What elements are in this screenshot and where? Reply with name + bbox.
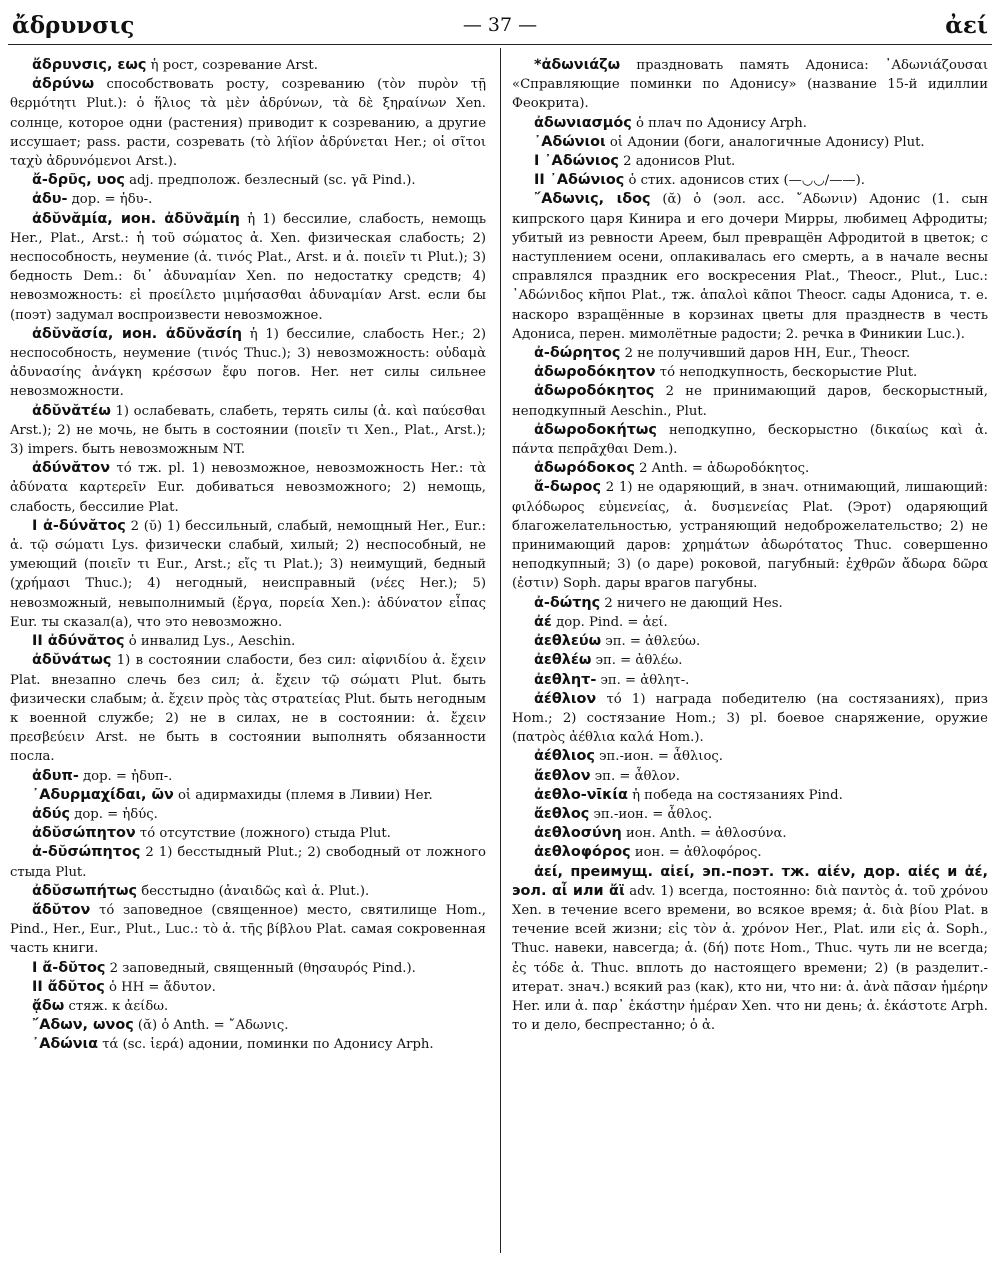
- entry-definition: ион. = ἀθλοφόρος.: [630, 845, 762, 861]
- entry-headword: II ᾿Αδώνιος: [534, 172, 625, 189]
- dictionary-entry: [512, 863, 988, 1036]
- dictionary-entry: [512, 632, 988, 651]
- entry-definition: ἡ 1) бессилие, слабость, немощь Her., Plat., Arst.: ἡ τοῦ σώματος ἀ. Xen. физическая слабость; 2) неспособность, неумение (ἀ. τινός Plat., Arst. и ἀ. ποιεῖν τι Plut.); 3) бедность Dem.: δι᾽ ἀδυναμίαν Xen. по недостатку средств; 4) невозможность: εἰ προείλετο μιμήσασθαι ἀδυναμίαν Arst. если бы (поэт) задумал воспроизвести невозможное.: [10, 211, 486, 323]
- entry-definition: 2 не принимающий даров, бескорыстный, неподкупный Aeschin., Plut.: [512, 384, 988, 419]
- dictionary-entry: [10, 978, 486, 997]
- entry-definition: ὁ инвалид Lys., Aeschin.: [124, 634, 296, 650]
- entry-headword: ἀδῠσώπητον: [32, 825, 136, 842]
- entry-definition: 2 адонисов Plut.: [618, 154, 736, 170]
- entry-definition: эп. = ἀθλέω.: [591, 653, 683, 669]
- dictionary-entry: [10, 843, 486, 881]
- entry-headword: ἀέθλιον: [534, 690, 597, 707]
- entry-definition: adj. предполож. безлесный (sc. γᾶ Pind.).: [124, 173, 416, 189]
- entry-definition: неподкупно, бескорыстно (δικαίως καὶ ἀ. πάντα πεπρᾶχθαι Dem.).: [512, 422, 988, 458]
- dictionary-entry: [10, 824, 486, 843]
- entry-definition: οἱ Адонии (боги, аналогичные Адонису) Plut.: [605, 134, 925, 150]
- entry-headword: I ἄ-δῠτος: [32, 959, 106, 976]
- dictionary-entry: [512, 421, 988, 459]
- page-number: — 37 —: [462, 14, 538, 36]
- dictionary-entry: [512, 114, 988, 133]
- entry-headword: I ἀ-δύνᾰτος: [32, 517, 126, 534]
- entry-headword: ἀ-δώρητος: [534, 345, 621, 362]
- dictionary-entry: [10, 805, 486, 824]
- entry-definition: ἡ победа на состязаниях Pind.: [627, 787, 843, 803]
- entry-definition: 2 заповедный, священный (θησαυρός Pind.).: [105, 960, 416, 976]
- entry-headword: ῎Αδωνις, ιδος: [534, 191, 651, 208]
- dictionary-entry: [10, 959, 486, 978]
- entry-definition: ион. Anth. = ἀθλοσύνα.: [621, 826, 787, 842]
- entry-definition: эп.-ион. = ἆθλιος.: [594, 749, 723, 765]
- entry-definition: 2 Anth. = ἀδωροδόκητος.: [634, 461, 810, 477]
- entry-headword: ἄ-δρῦς, υος: [32, 172, 125, 189]
- entry-definition: ὁ стих. адонисов стих (—◡◡/——).: [624, 173, 865, 189]
- left-column: [10, 56, 486, 1055]
- dictionary-entry: [10, 901, 486, 959]
- running-head-left: ἄδρυνσις: [12, 12, 135, 39]
- entry-headword: I ᾿Αδώνιος: [534, 153, 619, 170]
- entry-definition: эп. = ἀθλητ-.: [596, 672, 690, 688]
- entry-definition: (ᾰ) ὁ (эол. acc. ῎Αδωνιν) Адонис (1. сын кипрского царя Кинира и его дочери Мирры, любимец Афродиты; убитый из ревности Ареем, был превращён Афродитой в цветок; с наступлением осени, оплакивалась его смерть, а в начале весны справлялся праздник его воскресения Plat., Theocr., Plut., Luc.: ᾿Αδώνιδος κῆποι Plat., тж. ἁπαλοὶ κᾶποι Theocr. сады Адониса, т. е. наскоро взращённые в корзинах цветы для празднеств в честь Адониса, перен. мимолётные радости; 2. речка в Финикии Luc.).: [512, 192, 988, 342]
- dictionary-entry: [10, 632, 486, 651]
- entry-definition: бесстыдно (ἀναιδῶς καὶ ἀ. Plut.).: [137, 883, 370, 899]
- dictionary-entry: [10, 651, 486, 766]
- dictionary-entry: [10, 1016, 486, 1035]
- dictionary-entry: [10, 75, 486, 171]
- entry-definition: эп. = ἆθλον.: [590, 768, 680, 784]
- dictionary-entry: [10, 402, 486, 460]
- dictionary-entry: [512, 594, 988, 613]
- entry-headword: ἀδῠνάτως: [32, 652, 112, 669]
- dictionary-entry: [512, 824, 988, 843]
- dictionary-entry: [10, 882, 486, 901]
- entry-headword: ἀδυπ-: [32, 767, 79, 784]
- entry-headword: *ἀδωνιάζω: [534, 57, 621, 73]
- dictionary-entry: [512, 767, 988, 786]
- page-header: [12, 10, 988, 44]
- right-column: [512, 56, 988, 1035]
- dictionary-entry: [10, 190, 486, 209]
- dictionary-entry: [512, 843, 988, 862]
- dictionary-entry: [512, 171, 988, 190]
- dictionary-entry: [512, 651, 988, 670]
- entry-headword: ἀεί, преимущ. αἰεί, эп.-поэт. тж. αἰέν, дор. αἰές и ἀέ, эол. αἶ или ἄϊ: [512, 863, 988, 899]
- dictionary-entry: [512, 344, 988, 363]
- dictionary-entry: [10, 210, 486, 325]
- entry-definition: стяж. к ἀείδω.: [64, 998, 169, 1014]
- entry-headword: ἀεθλο-νῑκία: [534, 786, 628, 803]
- entry-definition: 2 1) не одаряющий, в знач. отнимающий, лишающий: φιλόδωρος εὐμενείας, ἀ. δυσμενείας Plat. (Эрот) одаряющий благожелательностью, устраняющий недоброжелательство; 2) не принимающий даров: χρημάτων ἀδωρότατος Thuc. совершенно неподкупный; 3) (о даре) роковой, пагубный: ἐχθρῶν ἄδωρα δῶρα (ἐστιν) Soph. дары врагов пагубны.: [512, 480, 988, 592]
- dictionary-entry: [512, 690, 988, 748]
- dictionary-entry: [10, 517, 486, 632]
- entry-headword: ᾿Αδυρμαχίδαι, ῶν: [32, 786, 174, 803]
- dictionary-entry: [512, 671, 988, 690]
- dictionary-entry: [512, 56, 988, 114]
- entry-definition: дор. = ἡδύς.: [70, 806, 158, 822]
- entry-definition: 1) ослабевать, слабеть, терять силы (ἀ. καὶ παύεσθαι Arst.); 2) не мочь, не быть в состоянии (ποιεῖν τι Xen., Plat., Arst.); 3) impers. быть невозможным NT.: [10, 403, 486, 458]
- dictionary-entry: [512, 747, 988, 766]
- dictionary-entry: [512, 459, 988, 478]
- entry-headword: ἀέθλιος: [534, 748, 595, 765]
- entry-definition: τό неподкупность, бескорыстие Plut.: [655, 365, 918, 381]
- entry-headword: ἀδῠνᾰτέω: [32, 402, 111, 419]
- entry-definition: τό 1) награда победителю (на состязаниях), приз Hom.; 2) состязание Hom.; 3) pl. боевое снаряжение, оружие (πατρὸς ἀέθλια καλά Hom.).: [512, 691, 988, 746]
- entry-definition: 2 (ῠ) 1) бессильный, слабый, немощный Her., Eur.: ἀ. τῷ σώματι Lys. физически слабый, хилый; 2) неспособный, не умеющий (ποιεῖν τι Eur., Arst.; εἴς τι Plat.); 3) неимущий, бедный (χρήμασι Thuc.); 4) негодный, неисправный (νέες Her.); 5) невозможный, невыполнимый (ἔργα, πορεία Xen.): ἀδύνατον εἶπας Eur. ты сказал(а), что это невозможно.: [10, 518, 486, 630]
- entry-headword: ἄδῠτον: [32, 901, 91, 918]
- entry-headword: ἀεθλέω: [534, 652, 592, 669]
- column-divider: [500, 48, 501, 1253]
- entry-headword: ἀ-δώτης: [534, 594, 601, 611]
- entry-headword: ἀδωρόδοκος: [534, 460, 635, 477]
- entry-headword: ἀεθλεύω: [534, 633, 602, 650]
- entry-headword: ἀεθλοσύνη: [534, 825, 622, 842]
- entry-headword: ᾿Αδώνια: [32, 1036, 99, 1053]
- entry-definition: праздновать память Адониса: ᾿Αδωνιάζουσαι «Справляющие поминки по Адонису» (название 15-й идиллии Феокрита).: [512, 58, 988, 112]
- entry-headword: II ἀδύνᾰτος: [32, 633, 125, 650]
- dictionary-entry: [10, 171, 486, 190]
- entry-definition: (ᾰ) ὁ Anth. = ῎Αδωνις.: [133, 1018, 289, 1034]
- entry-headword: ἀδωροδόκητος: [534, 383, 655, 400]
- entry-definition: τό заповедное (священное) место, святилище Hom., Pind., Her., Eur., Plut., Luc.: τὸ ἀ. τῆς βίβλου Plat. самая сокровенная часть книги.: [10, 902, 486, 957]
- entry-headword: ἄεθλον: [534, 767, 591, 784]
- entry-definition: ὁ HH = ἄδυτον.: [104, 979, 216, 995]
- dictionary-entry: [10, 459, 486, 517]
- dictionary-entry: [512, 133, 988, 152]
- entry-headword: ἀδωροδόκητον: [534, 364, 656, 381]
- dictionary-entry: [512, 786, 988, 805]
- entry-headword: ἀδύνᾰτον: [32, 460, 111, 477]
- entry-definition: дор. Pind. = ἀεί.: [551, 614, 668, 630]
- entry-headword: ἀεθλητ-: [534, 671, 597, 688]
- dictionary-entry: [10, 786, 486, 805]
- entry-definition: οἱ адирмахиды (племя в Ливии) Her.: [173, 787, 433, 803]
- dictionary-entry: [512, 190, 988, 344]
- dictionary-entry: [10, 997, 486, 1016]
- entry-headword: ἀδρύνω: [32, 76, 95, 93]
- entry-definition: ἡ рост, созревание Arst.: [146, 58, 318, 73]
- dictionary-entry: [10, 767, 486, 786]
- entry-definition: 1) в состоянии слабости, без сил: αἰφνιδίου ἀ. ἔχειν Plat. внезапно слечь без сил; ἀ. ἔχειν τῷ σώματι Plut. быть физически слабым; ἀ. ἔχειν πρὸς τὰς στρατείας Plut. быть негодным к военной службе; 2) не в силах, не в состоянии: ἀ. ἔχειν πρεσβεύειν Arst. не быть в состоянии выполнять обязанности посла.: [10, 653, 486, 765]
- entry-headword: ἀδῠσωπήτως: [32, 882, 138, 899]
- dictionary-entry: [10, 1035, 486, 1054]
- entry-headword: II ἄδῠτος: [32, 978, 105, 995]
- entry-definition: 2 1) бесстыдный Plut.; 2) свободный от ложного стыда Plut.: [10, 845, 486, 880]
- entry-definition: ἡ 1) бессилие, слабость Her.; 2) неспособность, неумение (τινός Thuc.); 3) невозможность: οὐδαμὰ ἀδυνασίης ἀνάγκη κρέσσων ἔφυ погов. Her. нет силы сильнее невозможности.: [10, 326, 486, 400]
- entry-definition: τό тж. pl. 1) невозможное, невозможность Her.: τὰ ἀδύνατα καρτερεῖν Eur. добиваться невозможного; 2) немощь, слабость, бессилие Plat.: [10, 461, 486, 515]
- entry-headword: ἄ-δωρος: [534, 479, 601, 496]
- entry-definition: 2 ничего не дающий Hes.: [600, 595, 783, 611]
- entry-headword: ἀδυ-: [32, 191, 68, 208]
- entry-headword: ἀεθλοφόρος: [534, 844, 631, 861]
- dictionary-entry: [10, 56, 486, 75]
- entry-headword: ἀέ: [534, 613, 552, 630]
- dictionary-entry: [512, 478, 988, 593]
- dictionary-entry: [512, 805, 988, 824]
- entry-headword: ἀδῠνᾰμία, ион. ἀδῠνᾰμίη: [32, 210, 240, 227]
- dictionary-entry: [512, 363, 988, 382]
- entry-definition: дор. = ἡδυπ-.: [78, 768, 173, 784]
- entry-definition: ὁ плач по Адонису Arph.: [631, 115, 807, 131]
- dictionary-entry: [512, 382, 988, 420]
- entry-definition: дор. = ἡδυ-.: [67, 192, 153, 208]
- entry-definition: эп. = ἀθλεύω.: [601, 634, 701, 650]
- entry-headword: ᾄδω: [32, 997, 65, 1014]
- entry-headword: ἀδῠνᾰσία, ион. ἀδῠνᾰσίη: [32, 325, 243, 342]
- entry-headword: ἄδρυνσις, εως: [32, 57, 147, 73]
- dictionary-entry: [512, 613, 988, 632]
- entry-definition: adv. 1) всегда, постоянно: διὰ παντὸς ἀ. τοῦ χρόνου Xen. в течение всего времени, во всякое время; ἀ. διὰ βίου Plat. в течение всей жизни; εἰς τὸν ἀ. χρόνον Her., Plat. или εἰς ἀ. Soph., Thuc. навеки, навсегда; ἀ. (δή) ποτε Hom., Thuc. чуть ли не всегда; ἐς τόδε ἀ. Thuc. вплоть до настоящего времени; 2) (в разделит.-итерат. знач.) всякий раз (как), кто ни, что ни: ἀ. ἀνὰ πᾶσαν ἡμέρην Her. или ἀ. παρ᾽ ἑκάστην ἡμέραν Xen. что ни день; ἀ. ἑκάστοτε Arph. то и дело, беспрестанно; ὁ ἀ.: [512, 883, 988, 1034]
- entry-definition: τό отсутствие (ложного) стыда Plut.: [135, 826, 391, 842]
- entry-headword: ἀδωροδοκήτως: [534, 421, 657, 438]
- entry-definition: способствовать росту, созреванию (τὸν πυρὸν τῇ θερμότητι Plut.): ὁ ἥλιος τὰ μὲν ἀδρύνων, τὰ δὲ ξηραίνων Xen. солнце, которое одни (растения) приводит к созреванию, а другие иссушает; pass. расти, созревать (τὸ λήϊον ἀδρύνεται Her.; οἱ σῖτοι ταχὺ ἀδρυνόμενοι Arst.).: [10, 77, 486, 170]
- entry-definition: 2 не получивший даров HH, Eur., Theocr.: [620, 346, 911, 362]
- entry-headword: ἀ-δῠσώπητος: [32, 844, 141, 861]
- entry-headword: ἄεθλος: [534, 805, 590, 822]
- entry-headword: ἀδωνιασμός: [534, 114, 632, 131]
- entry-definition: эп.-ион. = ἆθλος.: [589, 806, 713, 822]
- running-head-right: ἀεί: [945, 12, 988, 39]
- entry-headword: ἀδύς: [32, 805, 71, 822]
- dictionary-entry: [512, 152, 988, 171]
- entry-headword: ᾿Αδώνιοι: [534, 133, 606, 150]
- entry-definition: τά (sc. ἱερά) адонии, поминки по Адонису Arph.: [98, 1037, 434, 1053]
- dictionary-entry: [10, 325, 486, 402]
- header-rule: [8, 44, 992, 45]
- entry-headword: ῎Αδων, ωνος: [32, 1017, 134, 1034]
